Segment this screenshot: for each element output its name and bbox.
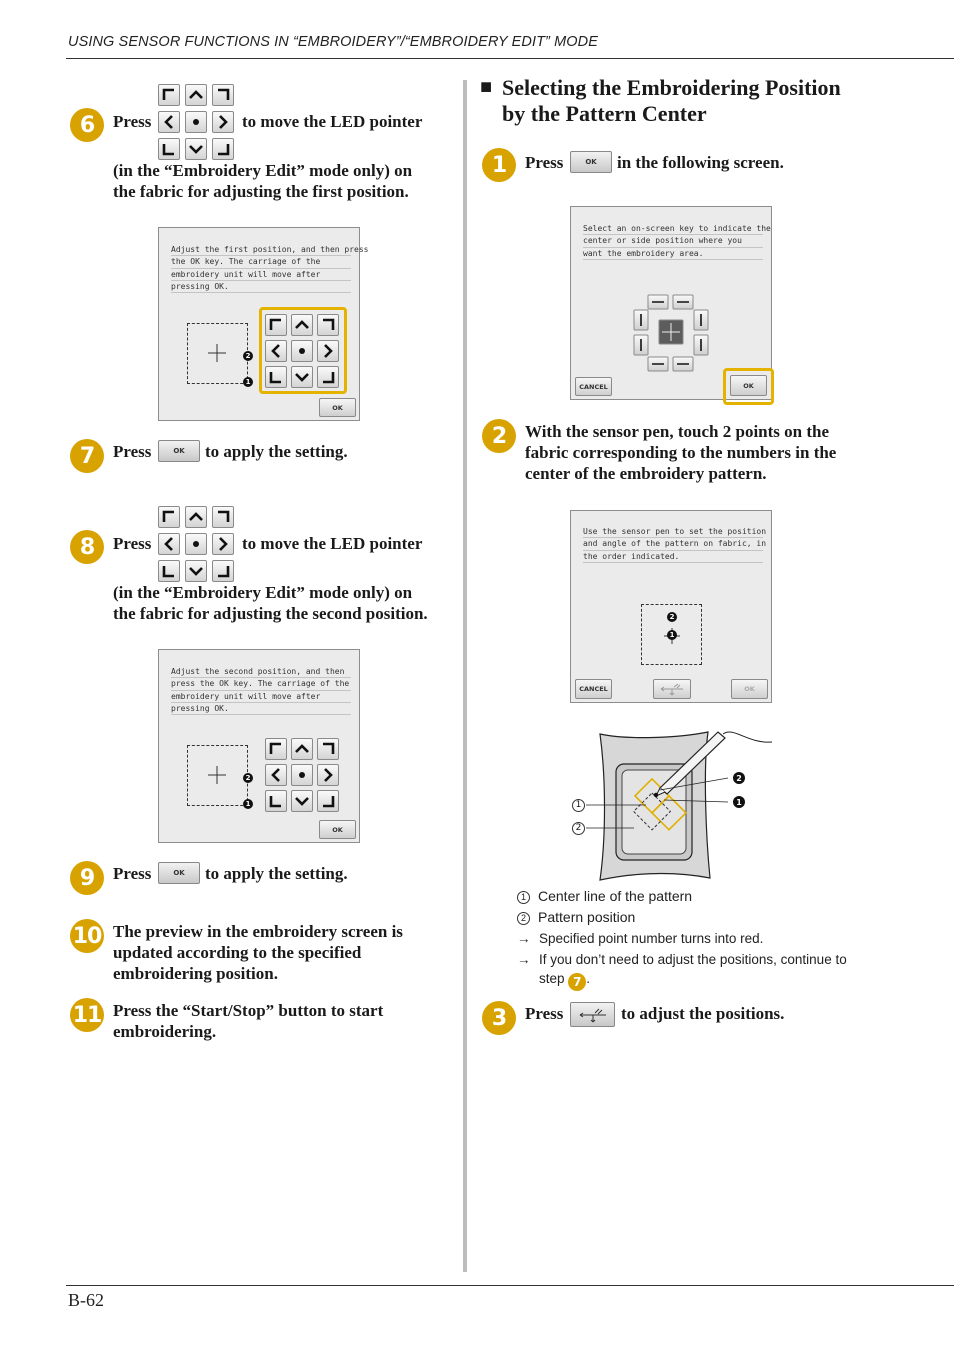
hoop-illustration [568,728,788,883]
step8-line3: the fabric for adjusting the second position. [113,604,428,623]
adjust-position-icon [659,682,685,696]
screen1-line-4: pressing OK. [171,281,351,293]
step7-text: to apply the setting. [205,442,348,461]
screen-first-position [158,227,369,421]
figure-marker-2: 2 [733,772,745,784]
screen3-line-2: center or side position where you [583,235,763,247]
header-rule [66,58,954,59]
section-marker: ■ [480,76,493,98]
screen4-line-3: the order indicated. [583,551,763,563]
r-step1-text: in the following screen. [617,153,784,172]
note-arrow-1: → [517,931,531,946]
page-number: B-62 [68,1290,104,1310]
screen-keypad[interactable] [265,738,343,814]
legend-item-2 [517,908,635,926]
step6-text: to move the LED pointer [242,112,423,131]
figure-marker-1: 1 [733,796,745,808]
section-title-line1: Selecting the Embroidering Position [502,75,841,100]
point-marker-2: 2 [667,612,677,622]
step6-press: Press [113,112,152,131]
step6-line2: (in the “Embroidery Edit” mode only) on [113,161,413,180]
step10-line2: updated according to the specified [113,943,362,962]
step8-press: Press [113,534,152,553]
screen4-line-1: Use the sensor pen to set the position [583,526,763,538]
step10-line1: The preview in the embroidery screen is [113,922,403,941]
screen2-line-1: Adjust the second position, and then [171,666,351,678]
legend-text-2: Pattern position [538,909,636,925]
adjust-position-icon [578,1007,608,1023]
step8-line2: (in the “Embroidery Edit” mode only) on [113,583,413,602]
column-divider [463,80,467,1272]
r-step2-line3: center of the embroidery pattern. [525,464,767,483]
step-badge-6: 6 [70,108,104,142]
note-1: Specified point number turns into red. [539,931,764,946]
step11-line2: embroidering. [113,1022,217,1041]
legend-num-1: 1 [517,891,530,904]
note-2-step-badge: 7 [568,973,586,991]
point-marker-1: 1 [243,377,253,387]
step-badge-11: 11 [70,998,104,1032]
ok-key-icon: OK [158,862,200,884]
screen1-line-2: the OK key. The carriage of the [171,256,351,268]
step9-text: to apply the setting. [205,864,348,883]
section-title-line2: by the Pattern Center [502,101,707,126]
r-step2-line1: With the sensor pen, touch 2 points on the [525,422,830,441]
step-badge-9: 9 [70,861,104,895]
screen3-line-1: Select an on-screen key to indicate the [583,223,763,235]
crosshair-icon [207,343,227,363]
screen3-ok-button[interactable]: OK [730,375,767,396]
screen4-cancel-button[interactable]: CANCEL [575,679,612,699]
screen2-ok-button[interactable]: OK [319,820,356,839]
legend-text-1: Center line of the pattern [538,888,693,904]
step-badge-r3: 3 [482,1001,516,1035]
screen2-line-2: press the OK key. The carriage of the [171,678,351,690]
screen4-ok-button[interactable]: OK [731,679,768,699]
note-2-period: . [586,971,591,986]
screen-keypad[interactable] [265,314,343,390]
step-badge-r1: 1 [482,148,516,182]
r-step1-press: Press [525,153,564,172]
position-key-grid[interactable] [633,293,713,373]
adjust-position-button[interactable] [653,679,691,699]
step9-press: Press [113,864,152,883]
note-2-step-word: step [539,971,565,986]
r-step3-text: to adjust the positions. [621,1004,785,1023]
step8-text: to move the LED pointer [242,534,423,553]
ok-key-icon: OK [570,151,612,173]
screen1-ok-button[interactable]: OK [319,398,356,417]
r-step3-press: Press [525,1004,564,1023]
screen1-line-3: embroidery unit will move after [171,269,351,281]
callout-2: 2 [572,822,585,835]
embroidery-hoop-figure [568,728,788,883]
note-2b [539,970,590,991]
screen2-line-3: embroidery unit will move after [171,691,351,703]
step-badge-10: 10 [70,919,104,953]
callout-1: 1 [572,799,585,812]
note-2a: If you don’t need to adjust the positions, continue to [539,952,847,967]
legend-item-1 [517,887,692,905]
page-header: USING SENSOR FUNCTIONS IN “EMBROIDERY”/“EMBROIDERY EDIT” MODE [68,34,599,50]
point-marker-2: 2 [243,351,253,361]
screen3-cancel-button[interactable]: CANCEL [575,377,612,396]
r-step2-line2: fabric corresponding to the numbers in the [525,443,837,462]
adjust-position-key [570,1002,615,1027]
crosshair-icon [207,765,227,785]
ok-key-icon: OK [158,440,200,462]
step-badge-r2: 2 [482,419,516,453]
step11-line1: Press the “Start/Stop” button to start [113,1001,384,1020]
point-marker-1: 1 [667,630,677,640]
screen-select-position [570,206,772,400]
screen2-line-4: pressing OK. [171,703,351,715]
step-badge-8: 8 [70,530,104,564]
note-arrow-2: → [517,952,531,967]
footer-rule [66,1285,954,1286]
step-badge-7: 7 [70,439,104,473]
point-marker-2: 2 [243,773,253,783]
point-marker-1: 1 [243,799,253,809]
screen4-line-2: and angle of the pattern on fabric, in [583,538,763,550]
step6-line3: the fabric for adjusting the first position. [113,182,409,201]
step10-line3: embroidering position. [113,964,278,983]
screen3-line-3: want the embroidery area. [583,248,763,260]
screen-second-position [158,649,360,843]
legend-num-2: 2 [517,912,530,925]
screen-sensor-pen [570,510,772,703]
screen1-line-1: Adjust the first position, and then press [171,244,351,256]
arrow-keypad-icon [158,84,238,162]
step7-press: Press [113,442,152,461]
arrow-keypad-icon [158,506,238,584]
